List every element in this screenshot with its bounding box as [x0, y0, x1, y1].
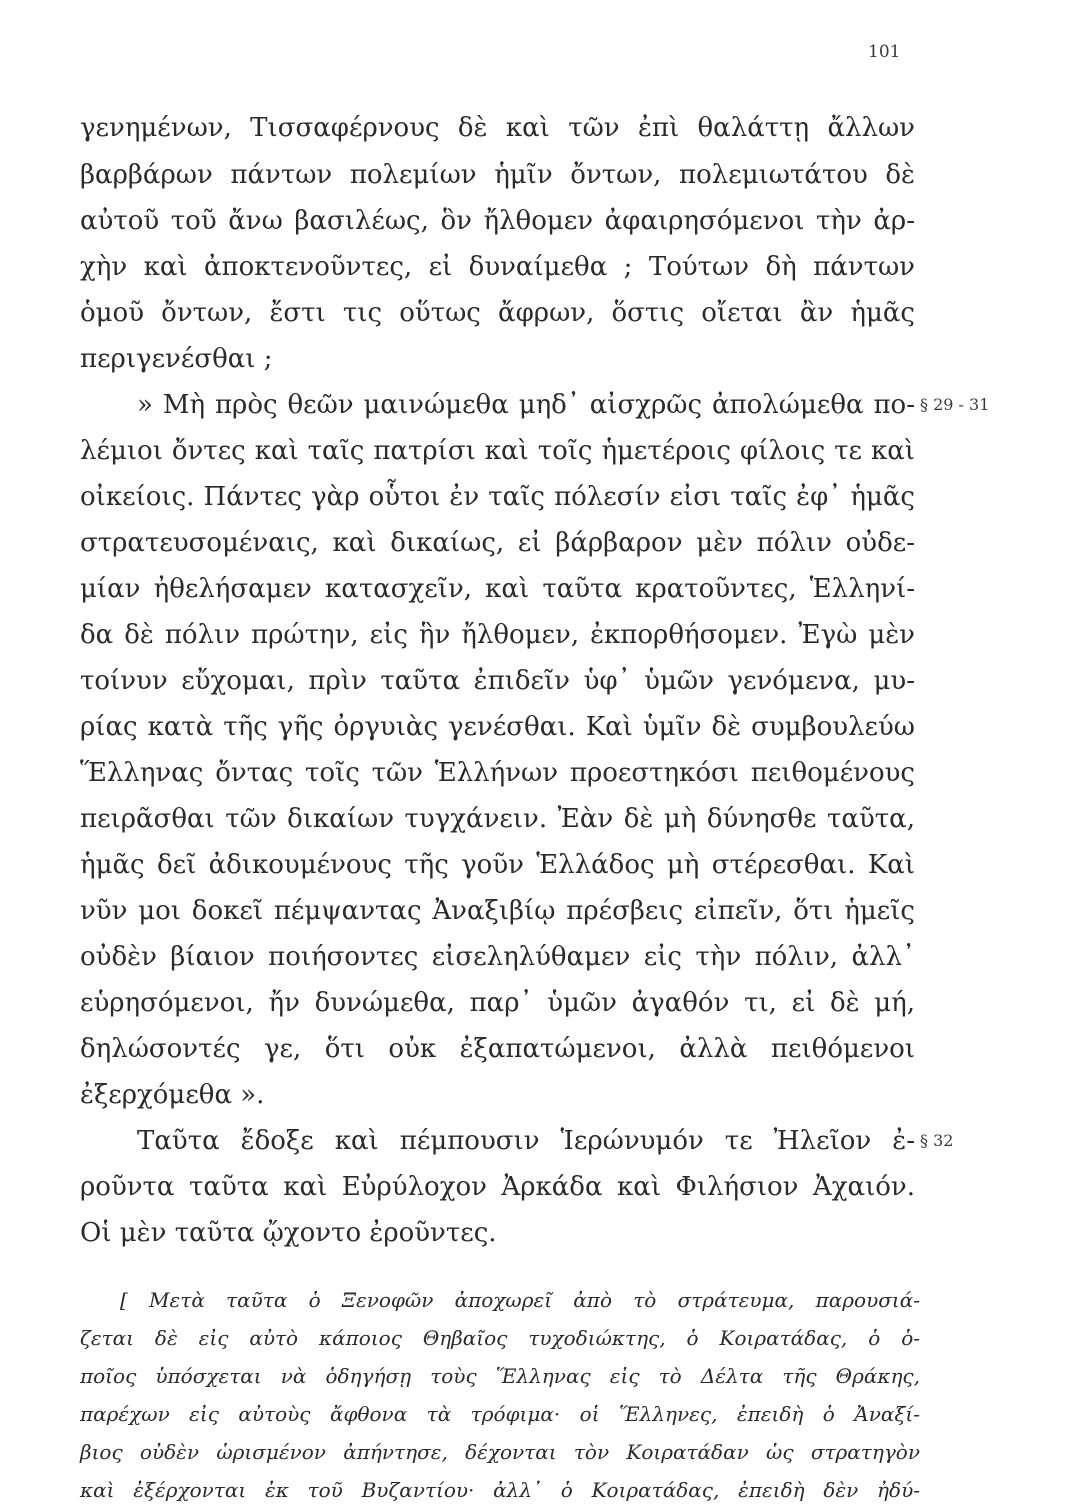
line-text: » Μὴ πρὸς θεῶν μαινώμεθα μηδ᾽ αἰσχρῶς ἀπολώμεθα πο-: [137, 390, 915, 420]
line-text: τοίνυν εὔχομαι, πρὶν ταῦτα ἐπιδεῖν ὑφ᾽ ὑμῶν γενόμενα, μυ-: [80, 666, 915, 696]
summary-line: καὶ ἐξέρχονται ἐκ τοῦ Βυζαντίου· ἀλλ᾽ ὁ Κοιρατάδας, ἐπειδὴ δὲν ἠδύ-: [80, 1478, 920, 1502]
text-line: [0, 249, 1085, 289]
summary-line: βιος οὐδὲν ὡρισμένον ἀπήντησε, δέχονται τὸν Κοιρατάδαν ὡς στρατηγὸν: [80, 1440, 920, 1464]
line-text: βαρβάρων πάντων πολεμίων ἡμῖν ὄντων, πολεμιωτάτου δὲ: [80, 160, 915, 190]
text-line: [0, 433, 1085, 473]
line-text: οὐδὲν βίαιον ποιήσοντες εἰσεληλύθαμεν εἰς τὴν πόλιν, ἀλλ᾽: [80, 942, 915, 972]
line-text: γενημένων, Τισσαφέρνους δὲ καὶ τῶν ἐπὶ θαλάττῃ ἄλλων: [80, 113, 915, 143]
line-text: ροῦντα ταῦτα καὶ Εὐρύλοχον Ἀρκάδα καὶ Φιλήσιον Ἀχαιόν.: [80, 1172, 915, 1202]
line-text: περιγενέσθαι ;: [80, 344, 273, 374]
text-line: [0, 203, 1085, 243]
line-text: ὁμοῦ ὄντων, ἔστι τις οὕτως ἄφρων, ὅστις οἴεται ἂν ἡμᾶς: [80, 298, 915, 328]
text-line: [0, 801, 1085, 841]
text-line: [0, 110, 1085, 150]
text-line: [0, 1123, 1085, 1163]
summary-paragraph: [80, 1283, 920, 1511]
margin-note: § 29 - 31: [920, 395, 990, 414]
text-line: [0, 709, 1085, 749]
text-line: [0, 939, 1085, 979]
summary-line: [ Μετὰ ταῦτα ὁ Ξενοφῶν ἀποχωρεῖ ἀπὸ τὸ στράτευμα, παρουσιά-: [120, 1288, 920, 1312]
text-line: [0, 893, 1085, 933]
line-text: δηλώσοντές γε, ὅτι οὐκ ἐξαπατώμενοι, ἀλλὰ πειθόμενοι: [80, 1034, 915, 1064]
text-line: [0, 387, 1085, 427]
line-text: εὑρησόμενοι, ἤν δυνώμεθα, παρ᾽ ὑμῶν ἀγαθόν τι, εἰ δὲ μή,: [80, 988, 915, 1018]
line-text: αὐτοῦ τοῦ ἄνω βασιλέως, ὃν ἤλθομεν ἀφαιρησόμενοι τὴν ἀρ-: [80, 206, 915, 236]
text-line: [0, 157, 1085, 197]
line-text: λέμιοι ὄντες καὶ ταῖς πατρίσι καὶ τοῖς ἡμετέροις φίλοις τε καὶ: [80, 436, 915, 466]
summary-line: ποῖος ὑπόσχεται νὰ ὁδηγήσῃ τοὺς Ἕλληνας εἰς τὸ Δέλτα τῆς Θράκης,: [80, 1364, 920, 1388]
line-text: μίαν ἠθελήσαμεν κατασχεῖν, καὶ ταῦτα κρατοῦντες, Ἑλληνί-: [80, 574, 915, 604]
text-line: [0, 295, 1085, 335]
text-line: [0, 755, 1085, 795]
text-line: [0, 847, 1085, 887]
line-text: νῦν μοι δοκεῖ πέμψαντας Ἀναξιβίῳ πρέσβεις εἰπεῖν, ὅτι ἡμεῖς: [80, 896, 915, 926]
line-text: χὴν καὶ ἀποκτενοῦντες, εἰ δυναίμεθα ; Τούτων δὴ πάντων: [80, 252, 915, 282]
text-line: [0, 985, 1085, 1025]
text-line: [0, 1215, 1085, 1255]
summary-line: παρέχων εἰς αὐτοὺς ἄφθονα τὰ τρόφιμα· οἱ Ἕλληνες, ἐπειδὴ ὁ Ἀναξί-: [80, 1402, 920, 1426]
margin-note: § 32: [920, 1131, 954, 1150]
line-text: Ταῦτα ἔδοξε καὶ πέμπουσιν Ἱερώνυμόν τε Ἠλεῖον ἐ-: [137, 1126, 915, 1156]
line-text: οἰκείοις. Πάντες γὰρ οὗτοι ἐν ταῖς πόλεσίν εἰσι ταῖς ἐφ᾽ ἡμᾶς: [80, 482, 915, 512]
text-line: [0, 1077, 1085, 1117]
line-text: ἐξερχόμεθα ».: [80, 1080, 265, 1110]
line-text: στρατευσομέναις, καὶ δικαίως, εἰ βάρβαρον μὲν πόλιν οὐδε-: [80, 528, 915, 558]
text-line: [0, 617, 1085, 657]
text-line: [0, 341, 1085, 381]
line-text: πειρᾶσθαι τῶν δικαίων τυγχάνειν. Ἐὰν δὲ μὴ δύνησθε ταῦτα,: [80, 804, 915, 834]
line-text: Ἕλληνας ὄντας τοῖς τῶν Ἑλλήνων προεστηκόσι πειθομένους: [80, 758, 915, 788]
line-text: ἡμᾶς δεῖ ἀδικουμένους τῆς γοῦν Ἑλλάδος μὴ στέρεσθαι. Καὶ: [80, 850, 915, 880]
line-text: Οἱ μὲν ταῦτα ᾤχοντο ἐροῦντες.: [80, 1218, 497, 1248]
text-line: [0, 1169, 1085, 1209]
line-text: δα δὲ πόλιν πρώτην, εἰς ἣν ἤλθομεν, ἐκπορθήσομεν. Ἐγὼ μὲν: [80, 620, 915, 650]
text-line: [0, 525, 1085, 565]
summary-line: ζεται δὲ εἰς αὐτὸ κάποιος Θηβαῖος τυχοδιώκτης, ὁ Κοιρατάδας, ὁ ὁ-: [80, 1326, 920, 1350]
page-number: 101: [868, 42, 901, 62]
text-line: [0, 479, 1085, 519]
text-line: [0, 571, 1085, 611]
text-line: [0, 663, 1085, 703]
line-text: ρίας κατὰ τῆς γῆς ὀργυιὰς γενέσθαι. Καὶ ὑμῖν δὲ συμβουλεύω: [80, 712, 915, 742]
text-line: [0, 1031, 1085, 1071]
